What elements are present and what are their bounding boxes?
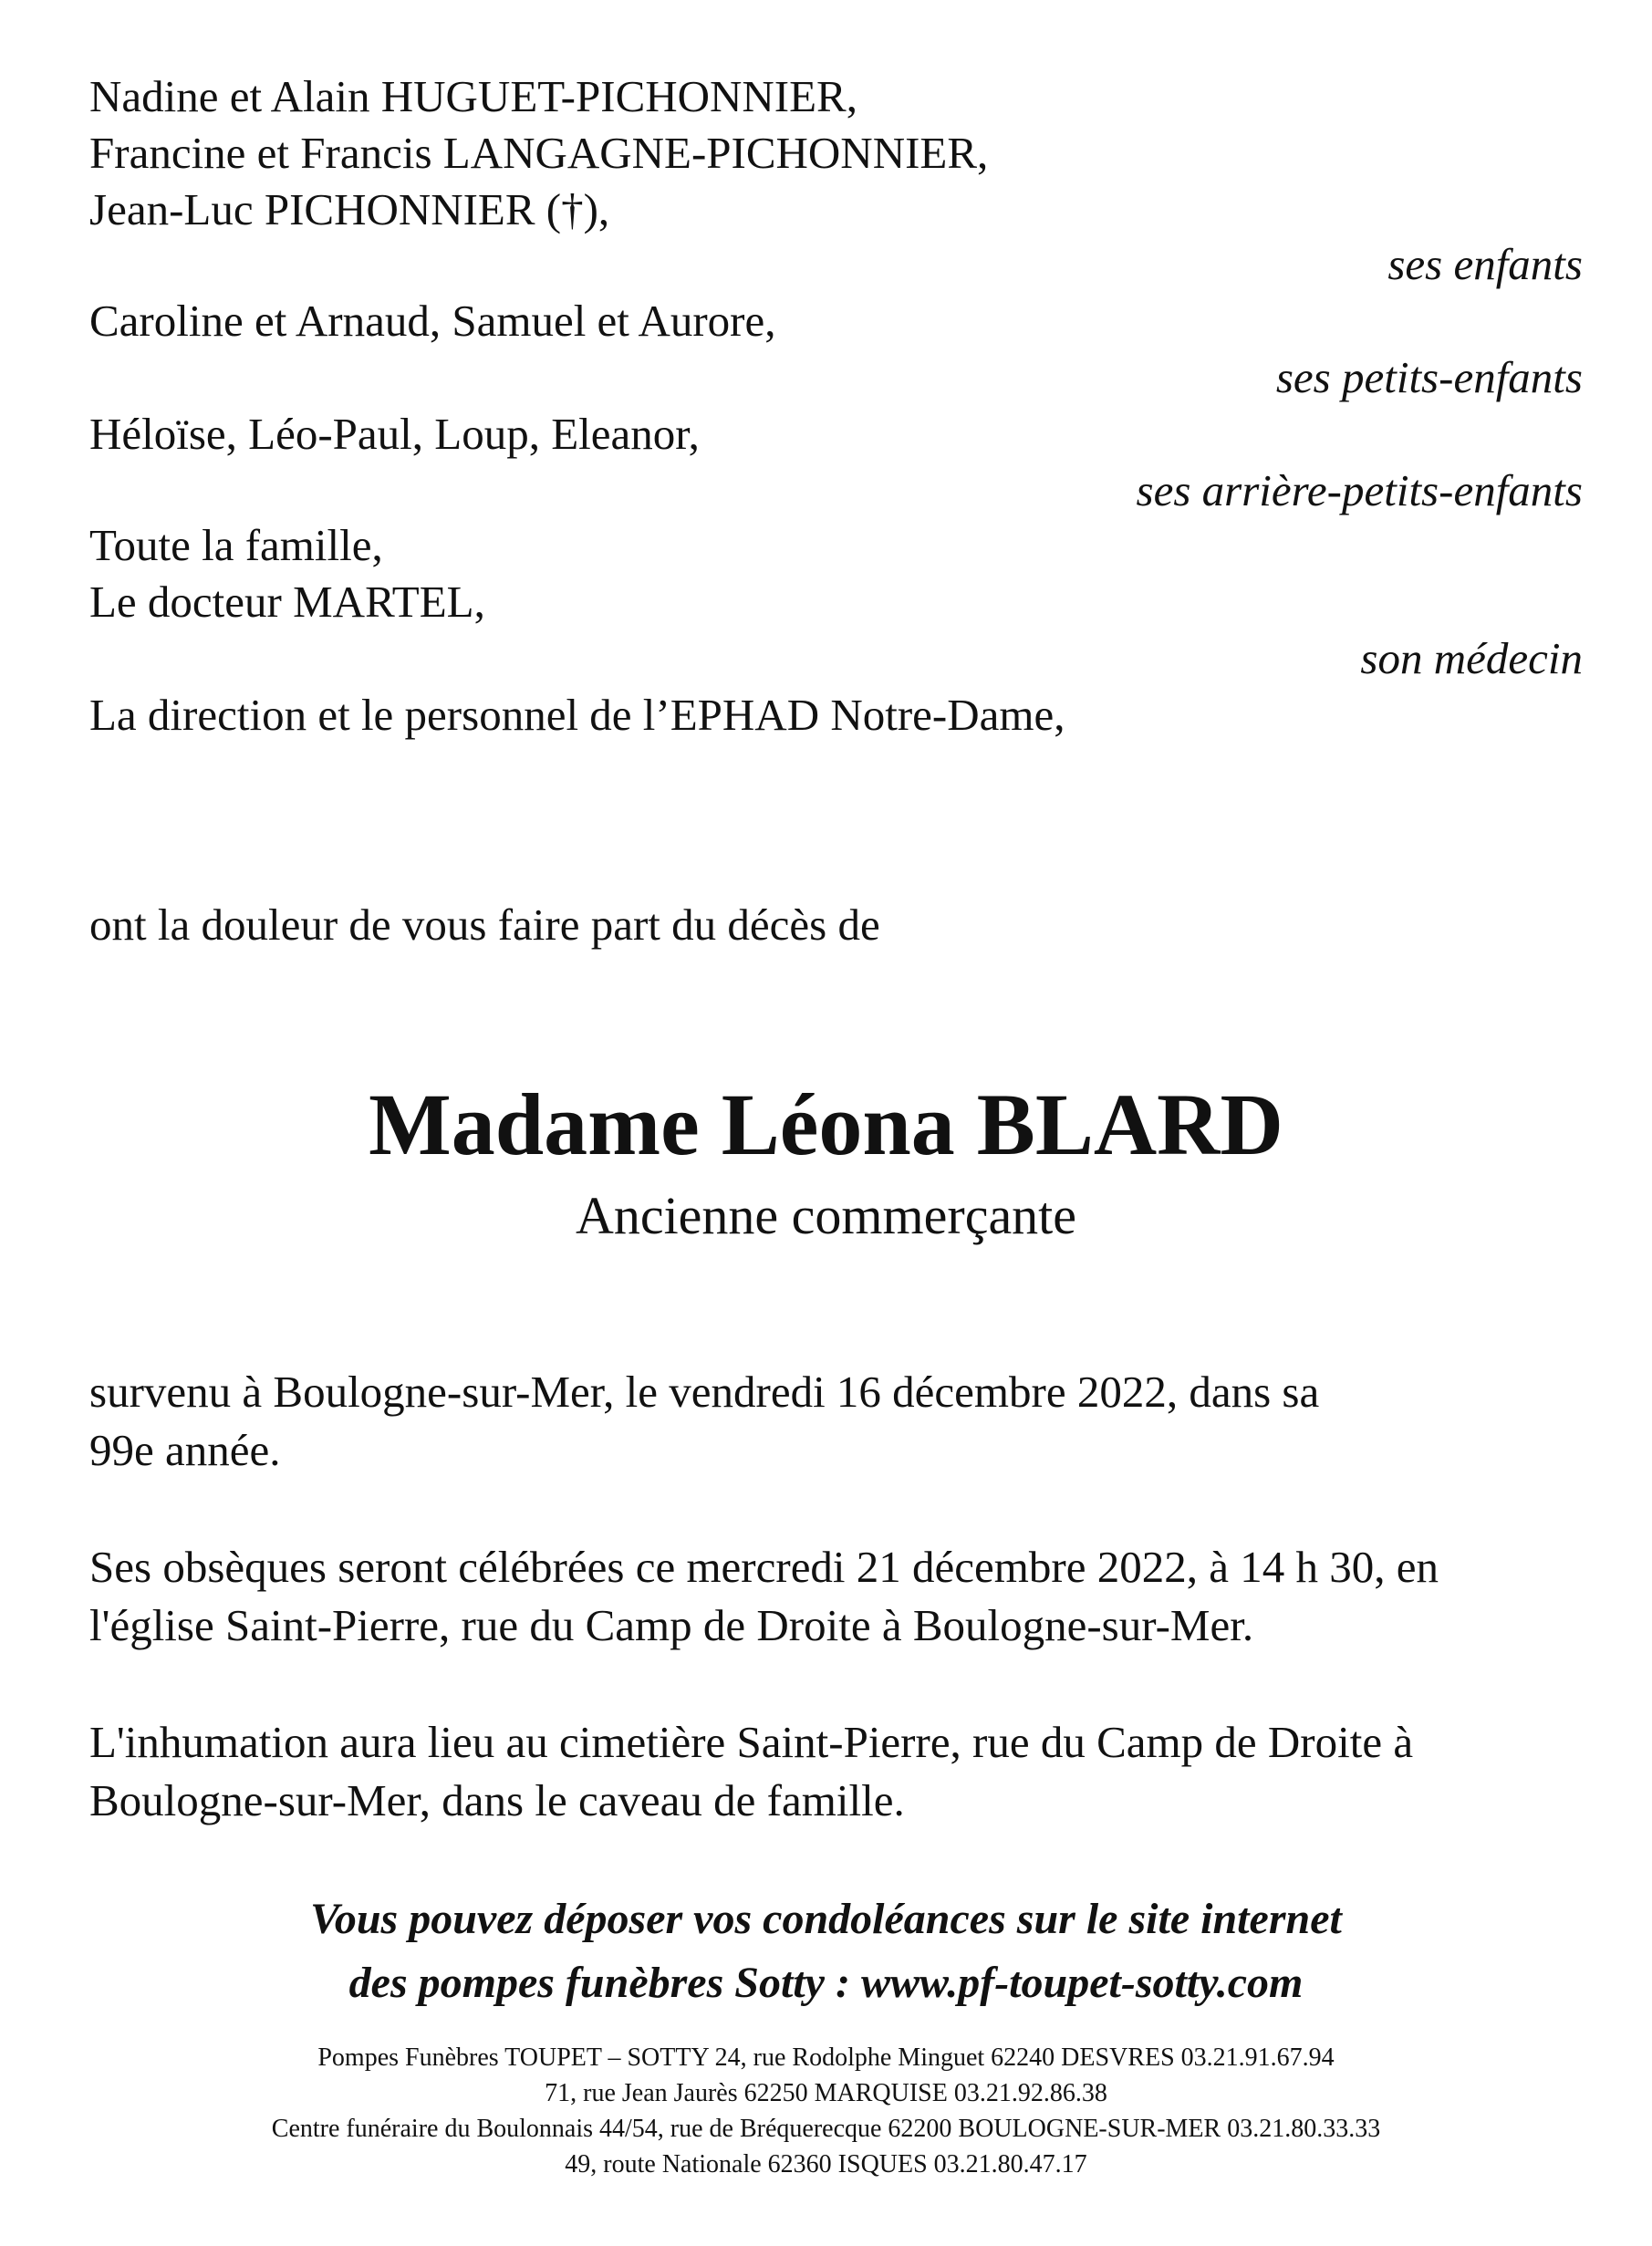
deceased-name: Madame Léona BLARD — [369, 1076, 1283, 1173]
condolences-line-2: des pompes funèbres Sotty : www.pf-toupet-sotty.com — [348, 1959, 1304, 2007]
footer-line-2: 71, rue Jean Jaurès 62250 MARQUISE 03.21.92.86.38 — [545, 2079, 1107, 2107]
child-line-3: Jean-Luc PICHONNIER (†), — [89, 184, 610, 234]
funeral-line-2: l'église Saint-Pierre, rue du Camp de Droite à Boulogne-sur-Mer. — [89, 1600, 1254, 1650]
grandchildren-line: Caroline et Arnaud, Samuel et Aurore, — [89, 296, 776, 346]
great-grandchildren-role: ses arrière-petits-enfants — [1136, 465, 1583, 515]
doctor-role: son médecin — [1360, 633, 1583, 683]
ephad-line: La direction et le personnel de l’EPHAD Notre-Dame, — [89, 690, 1065, 740]
burial-line-1: L'inhumation aura lieu au cimetière Saint-Pierre, rue du Camp de Droite à — [89, 1717, 1414, 1767]
footer-line-3: Centre funéraire du Boulonnais 44/54, rue de Bréquerecque 62200 BOULOGNE-SUR-MER 03.21.80.33.33 — [271, 2115, 1381, 2143]
funeral-line-1: Ses obsèques seront célébrées ce mercredi 21 décembre 2022, à 14 h 30, en — [89, 1542, 1439, 1592]
child-line-1: Nadine et Alain HUGUET-PICHONNIER, — [89, 71, 857, 121]
family-line: Toute la famille, — [89, 520, 383, 570]
doctor-line: Le docteur MARTEL, — [89, 577, 485, 627]
condolences-line-1: Vous pouvez déposer vos condoléances sur le site internet — [310, 1895, 1342, 1943]
death-line-2: 99e année. — [89, 1425, 281, 1475]
deceased-title: Ancienne commerçante — [575, 1186, 1077, 1245]
death-line-1: survenu à Boulogne-sur-Mer, le vendredi 16 décembre 2022, dans sa — [89, 1367, 1320, 1417]
child-line-2: Francine et Francis LANGAGNE-PICHONNIER, — [89, 128, 989, 178]
footer-line-4: 49, route Nationale 62360 ISQUES 03.21.80.47.17 — [565, 2150, 1087, 2178]
children-role: ses enfants — [1387, 239, 1583, 289]
great-grandchildren-line: Héloïse, Léo-Paul, Loup, Eleanor, — [89, 409, 700, 459]
announcement-line: ont la douleur de vous faire part du décès de — [89, 899, 880, 950]
grandchildren-role: ses petits-enfants — [1275, 352, 1583, 402]
burial-line-2: Boulogne-sur-Mer, dans le caveau de famille. — [89, 1775, 905, 1825]
footer-line-1: Pompes Funèbres TOUPET – SOTTY 24, rue Rodolphe Minguet 62240 DESVRES 03.21.91.67.94 — [317, 2043, 1335, 2072]
